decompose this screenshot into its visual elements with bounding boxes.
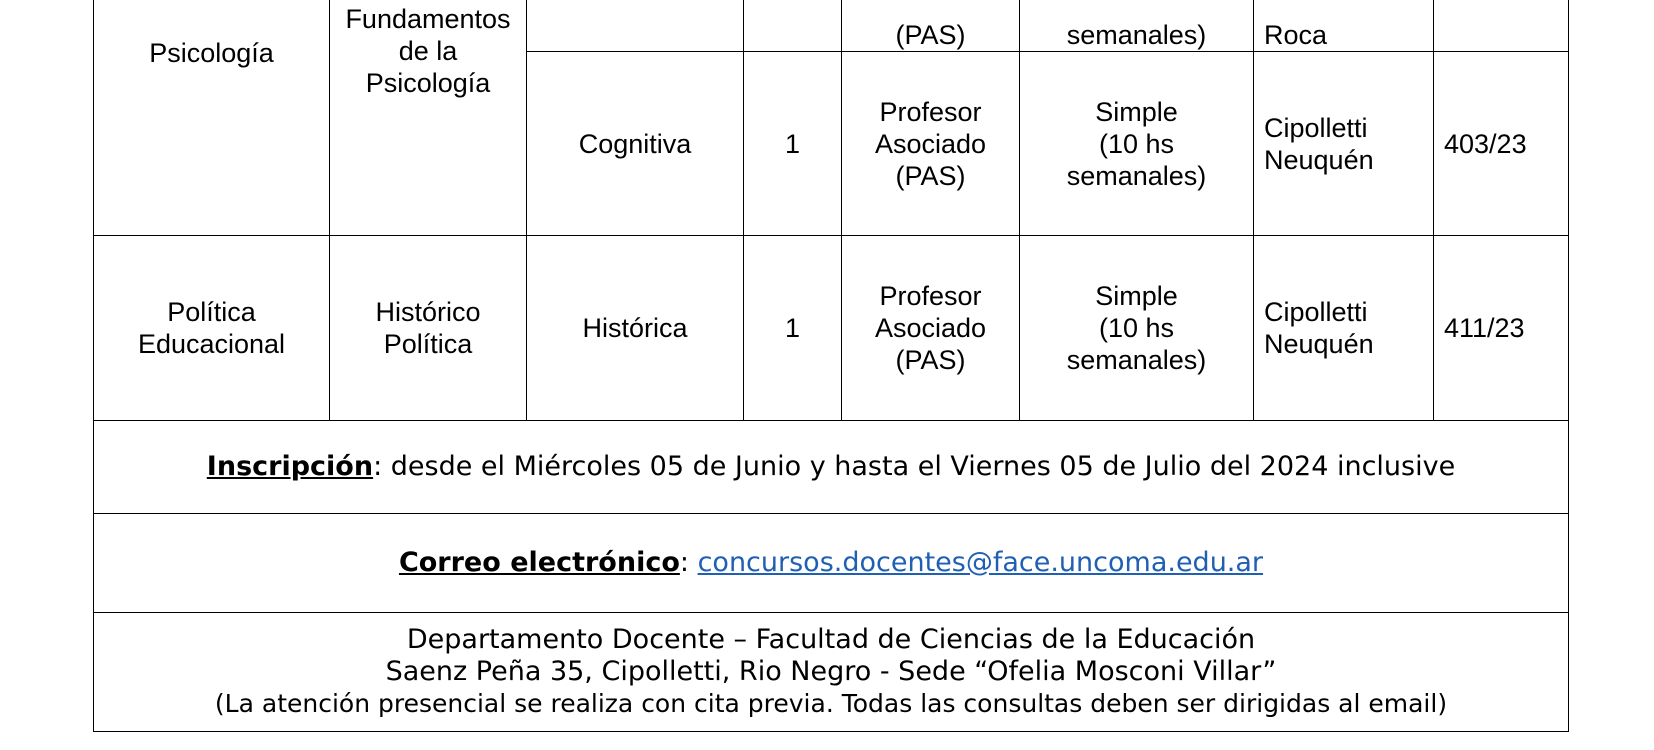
sede-line: Neuquén [1264, 329, 1374, 359]
categoria-line: Profesor [879, 281, 982, 311]
dedicacion-line: (10 hs [1098, 128, 1175, 159]
sede-cell [1254, 236, 1434, 421]
sede-fragment: Roca [1264, 20, 1328, 50]
inscripcion-text: : desde el Miércoles 05 de Junio y hasta el Viernes 05 de Julio del 2024 inclusive [373, 451, 1456, 482]
orientacion-line: de la [398, 36, 458, 66]
table-row [94, 236, 1569, 421]
resolucion-cell [1434, 0, 1569, 52]
cargos-cell: 1 [744, 236, 842, 421]
orientacion-cell [330, 236, 527, 421]
area-label: Psicología [149, 38, 274, 68]
area-cell [94, 236, 330, 421]
correo-row [94, 514, 1569, 613]
categoria-line: Profesor [879, 96, 982, 127]
asignatura-cell: Cognitiva [527, 52, 744, 236]
dedicacion-cell [1020, 236, 1254, 421]
sede-line: Neuquén [1264, 144, 1374, 175]
correo-cell [94, 514, 1569, 613]
categoria-cell [842, 52, 1020, 236]
categoria-cell [842, 236, 1020, 421]
dedicacion-cell [1020, 52, 1254, 236]
categoria-line: Asociado [874, 313, 987, 343]
categoria-cell [842, 0, 1020, 52]
resolucion-cell: 403/23 [1434, 52, 1569, 236]
orientacion-line: Política [383, 329, 473, 359]
concursos-table [93, 0, 1569, 732]
orientacion-cell [330, 0, 527, 236]
orientacion-line: Fundamentos [345, 4, 511, 34]
cargos-cell [744, 0, 842, 52]
footer-line-address: Saenz Peña 35, Cipolletti, Rio Negro - Sede “Ofelia Mosconi Villar” [385, 656, 1277, 687]
dedicacion-line: (10 hs [1098, 313, 1175, 343]
asignatura-cell: Histórica [527, 236, 744, 421]
sede-cell [1254, 0, 1434, 52]
area-line: Política [167, 297, 256, 327]
correo-label: Correo electrónico [398, 547, 680, 578]
footer-cell [94, 613, 1569, 732]
dedicacion-cell [1020, 0, 1254, 52]
categoria-line: (PAS) [895, 345, 966, 375]
categoria-line: Asociado [874, 128, 987, 159]
footer-line-department: Departamento Docente – Facultad de Ciencias de la Educación [406, 624, 1256, 655]
cargos-cell: 1 [744, 52, 842, 236]
inscripcion-label: Inscripción [206, 451, 374, 482]
inscripcion-cell [94, 421, 1569, 514]
dedicacion-line: semanales) [1066, 345, 1207, 375]
dedicacion-line: semanales) [1066, 160, 1207, 191]
orientacion-line: Histórico [375, 297, 481, 327]
categoria-line: (PAS) [895, 160, 966, 191]
sede-line: Cipolletti [1264, 112, 1368, 143]
dedicacion-fragment: semanales) [1066, 20, 1207, 50]
dedicacion-line: Simple [1095, 96, 1178, 127]
categoria-fragment: (PAS) [895, 20, 966, 50]
resolucion-cell: 411/23 [1434, 236, 1569, 421]
orientacion-line: Psicología [365, 68, 491, 98]
inscripcion-row [94, 421, 1569, 514]
dedicacion-line: Simple [1095, 281, 1178, 311]
correo-separator: : [679, 547, 698, 578]
sede-line: Cipolletti [1264, 297, 1368, 327]
table-row [94, 0, 1569, 52]
email-link[interactable]: concursos.docentes@face.uncoma.edu.ar [697, 547, 1264, 578]
sede-cell [1254, 52, 1434, 236]
area-line: Educacional [137, 329, 286, 359]
footer-row [94, 613, 1569, 732]
area-cell [94, 0, 330, 236]
footer-line-note: (La atención presencial se realiza con cita previa. Todas las consultas deben ser dirigidas al email) [214, 689, 1448, 718]
asignatura-cell [527, 0, 744, 52]
